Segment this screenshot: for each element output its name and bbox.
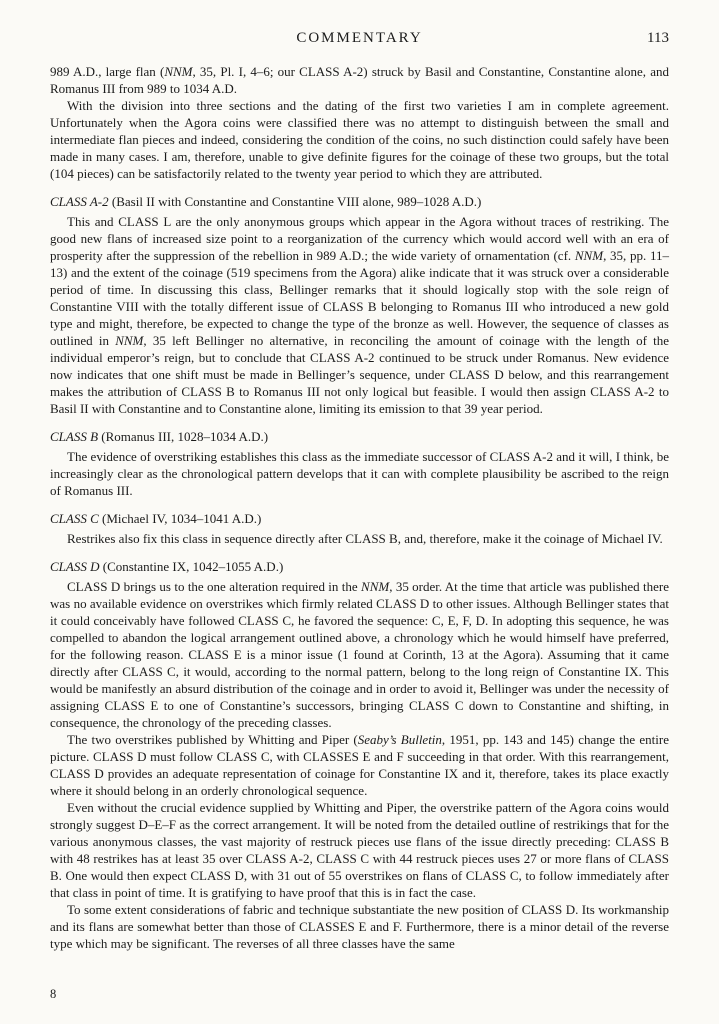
paragraph [50,63,669,97]
document-body [50,63,669,952]
text-run: Even without the crucial evidence supplied by Whitting and Piper, the overstrike pattern of the Agora coins would strongly suggest D–E–F as the correct arrangement. It will be noted from the detailed outline of restrikings that for the various anonymous classes, the vast majority of restruck pieces use flans of the issue directly preceding: CLASS B with 48 restrikes has at least 35 over CLASS A-2, CLASS C with 44 restruck pieces uses 27 or more flans of CLASS B. One would then expect CLASS D, with 31 out of 55 overstrikes on flans of CLASS C, to follow immediately after that class in point of time. It is gratifying to have proof that this is in fact the case. [50,800,669,900]
text-run: , 35, pp. 11–13) and the extent of the coinage (519 specimens from the Agora) alike indicate that it was struck over a considerable period of time. In discussing this class, Bellinger remarks that it should logically stop with the sole reign of Constantine VIII with the totally different issue of CLASS B belonging to Romanus III who introduced a new gold type and might, therefore, be expected to change the type of the bronze as well. However, the sequence of classes as outlined in [50,248,669,348]
text-run: (Basil II with Constantine and Constantine VIII alone, 989–1028 A.D.) [108,194,482,209]
paragraph [50,448,669,499]
text-run: (Constantine IX, 1042–1055 A.D.) [99,559,284,574]
text-run: To some extent considerations of fabric and technique substantiate the new position of CLASS D. Its workmanship and its flans are somewhat better than those of CLASSES E and F. Furthermore, there is a minor detail of the reverse type which may be significant. The reverses of all three classes have the same [50,902,669,951]
text-run: (Michael IV, 1034–1041 A.D.) [98,511,262,526]
text-run: , 35 order. At the time that article was published there was no available evidence on overstrikes which firmly related CLASS D to other issues. Although Bellinger states that it could conceivably have followed CLASS C, he favored the sequence: C, E, F, D. In adopting this sequence, he was compelled to abandon the logical arrangement outlined above, a chronology which he would himself have preferred, for the following reason. CLASS E is a minor issue (1 found at Corinth, 13 at the Agora). Assuming that it came directly after CLASS C, it would, according to the normal pattern, belong to the long reign of Constantine IX. This would be manifestly an absurd distribution of the coinage and in order to avoid it, Bellinger was under the necessity of assigning CLASS E to one of Constantine’s successors, bringing CLASS C down to Constantine and shifting, in consequence, the chronology of the preceding classes. [50,579,670,730]
paragraph [50,530,669,547]
paragraph [50,799,669,901]
running-title: COMMENTARY [296,30,423,46]
text-run: , 35 left Bellinger no alternative, in reconciling the amount of coinage with the length of the individual emperor’s reign, but to conclude that CLASS A-2 continued to be struck under Romanus. New evidence now indicates that one shift must be made in Bellinger’s sequence, under CLASS D below, and this rearrangement makes the attribution of CLASS B to Romanus III not only logical but feasible. I would then assign CLASS A-2 to Basil II with Constantine and to Constantine alone, limiting its emission to that 39 year period. [50,333,670,416]
text-run: CLASS D brings us to the one alteration required in the [67,579,362,594]
italic-text: CLASS D [50,559,100,574]
section-heading [50,510,669,527]
paragraph [50,731,669,799]
text-run: (Romanus III, 1028–1034 A.D.) [98,429,269,444]
text-run: The two overstrikes published by Whitting and Piper ( [67,732,358,747]
text-run: 989 A.D., large flan ( [50,64,165,79]
text-run: Restrikes also fix this class in sequence directly after CLASS B, and, therefore, make it the coinage of Michael IV. [67,531,663,546]
italic-text: CLASS B [50,429,99,444]
text-run: , 1951, pp. 143 and 145) change the entire picture. CLASS D must follow CLASS C, with CLASSES E and F succeeding in that order. With this rearrangement, CLASS D provides an adequate representation of coinage for Constantine IX and it, therefore, takes its place exactly where it should belong in an orderly chronological sequence. [50,732,669,798]
italic-text: CLASS C [50,511,99,526]
section-heading [50,193,669,210]
section-heading [50,428,669,445]
paragraph [50,213,669,417]
signature-mark: 8 [50,987,57,1001]
italic-text: NNM [115,333,144,348]
section-heading [50,558,669,575]
italic-text: NNM [574,248,604,263]
text-run: , 35, Pl. I, 4–6; our CLASS A-2) struck by Basil and Constantine, Constantine alone, and Romanus III from 989 to 1034 A.D. [50,64,669,96]
italic-text: NNM [361,579,390,594]
paragraph [50,901,669,952]
page-footer [50,987,669,1002]
paragraph [50,578,669,731]
paragraph [50,97,669,182]
text-run: This and CLASS L are the only anonymous groups which appear in the Agora without traces of restriking. The good new flans of increased size point to a reorganization of the currency which would accord well with an era of prosperity after the suppression of the rebellion in 989 A.D.; the wide variety of ornamentation (cf. [50,214,669,263]
text-run: With the division into three sections and the dating of the first two varieties I am in complete agreement. Unfortunately when the Agora coins were classified there was no attempt to distinguish between the small and intermediate flan pieces and indeed, considering the condition of the coins, no such distinction could safely have been made in many cases. I am, therefore, unable to give definite figures for the coinage of these two groups, but the total (104 pieces) can be satisfactorily related to the twenty year period to which they are attributed. [50,98,669,181]
italic-text: Seaby’s Bulletin [357,732,442,747]
text-run: The evidence of overstriking establishes this class as the immediate successor of CLASS A-2 and it will, I think, be increasingly clear as the chronological pattern develops that it can with complete plausibility be ascribed to the reign of Romanus III. [50,449,669,498]
italic-text: CLASS A-2 [50,194,109,209]
page-number: 113 [647,30,669,46]
italic-text: NNM [164,64,193,79]
page-header [50,30,669,47]
